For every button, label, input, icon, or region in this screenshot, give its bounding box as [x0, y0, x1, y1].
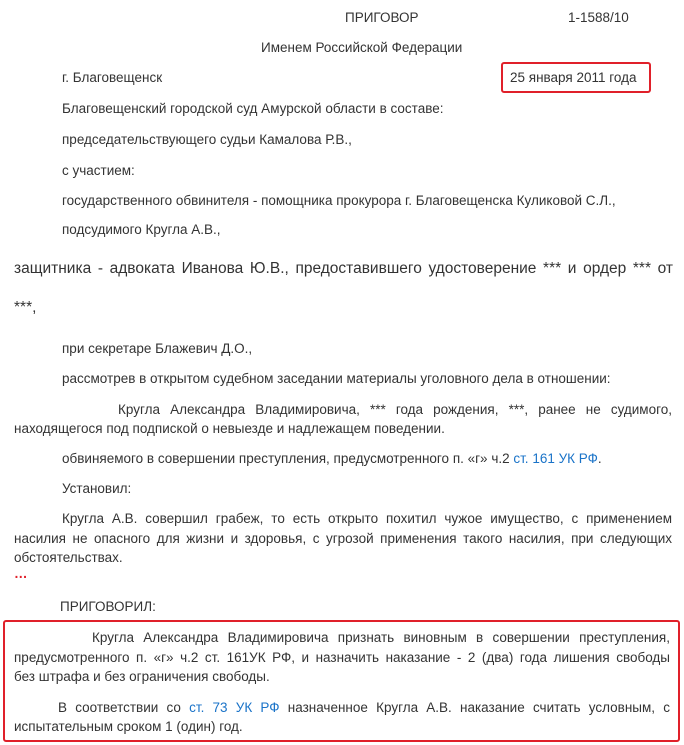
facts-line-2: насилия не опасного для жизни и здоровья, с угрозой применения такого насилия, при следующих	[14, 531, 672, 546]
probation-text: назначенное Кругла А.В. наказание считать условным, с	[279, 700, 670, 715]
probation-prefix: В соответствии со	[58, 700, 190, 715]
probation-line-2: испытательным сроком 1 (один) год.	[14, 719, 243, 734]
verdict-line-3: без штрафа и без ограничения свободы.	[14, 669, 270, 684]
accused-suffix: .	[597, 451, 602, 466]
person-line-2: находящегося под подпиской о невыезде и надлежащем поведении.	[14, 421, 445, 436]
accused-text: обвиняемого в совершении преступления, предусмотренного п. «г» ч.2	[62, 451, 514, 466]
facts-line-1: Кругла А.В. совершил грабеж, то есть открыто похитил чужое имущество, с применением	[62, 511, 672, 526]
document-title: ПРИГОВОР	[345, 10, 419, 25]
participation-label: с участием:	[62, 163, 135, 178]
accused-statement	[62, 451, 602, 466]
defendant: подсудимого Кругла А.В.,	[62, 222, 221, 237]
article-161-link[interactable]: ст. 161 УК РФ	[513, 451, 598, 466]
established-label: Установил:	[62, 481, 132, 496]
prosecutor: государственного обвинителя - помощника прокурора г. Благовещенска Куликовой С.Л.,	[62, 193, 616, 208]
defender-line-2: ***,	[14, 299, 37, 316]
court-composition: Благовещенский городской суд Амурской области в составе:	[62, 101, 444, 116]
verdict-line-1: Кругла Александра Владимировича признать виновным в совершении преступления,	[92, 630, 670, 645]
document-subtitle: Именем Российской Федерации	[261, 40, 463, 55]
defender-line-1: защитника - адвоката Иванова Ю.В., предоставившего удостоверение *** и ордер *** от	[14, 260, 673, 277]
facts-line-3: обстоятельствах.	[14, 550, 123, 565]
case-number: 1-1588/10	[568, 10, 629, 25]
secretary: при секретаре Блажевич Д.О.,	[62, 341, 253, 356]
document-date: 25 января 2011 года	[510, 70, 637, 85]
verdict-line-2: предусмотренного п. «г» ч.2 ст. 161УК РФ, и назначить наказание - 2 (два) года лишения свободы	[14, 650, 670, 665]
probation-line-1	[58, 700, 670, 715]
sentenced-label: ПРИГОВОРИЛ:	[60, 599, 156, 614]
considered-statement: рассмотрев в открытом судебном заседании материалы уголовного дела в отношении:	[62, 371, 611, 386]
city: г. Благовещенск	[62, 70, 163, 85]
omission-ellipsis: …	[14, 566, 28, 581]
presiding-judge: председательствующего судьи Камалова Р.В.,	[62, 132, 352, 147]
article-73-link[interactable]: ст. 73 УК РФ	[189, 700, 280, 715]
person-line-1: Кругла Александра Владимировича, *** года рождения, ***, ранее не судимого,	[118, 402, 672, 417]
